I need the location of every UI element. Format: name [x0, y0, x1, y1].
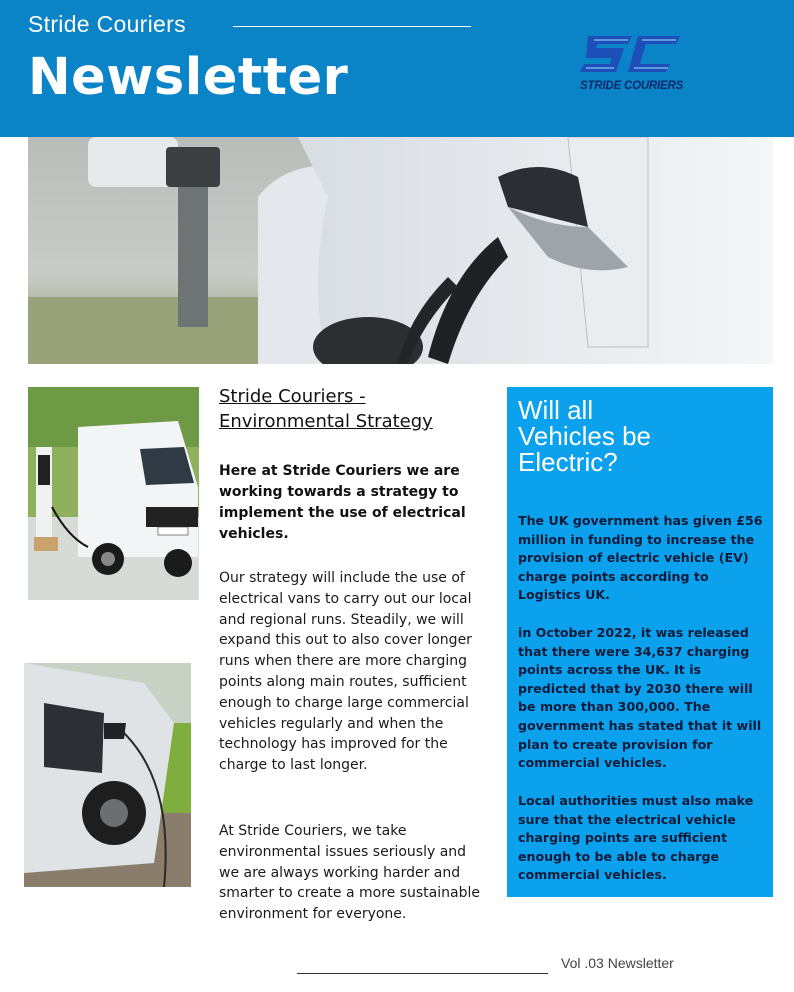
- sidebar-title: [518, 397, 768, 475]
- logo-text: STRIDE COURIERS: [580, 80, 684, 92]
- sidebar-paragraph-2: in October 2022, it was released that there were 34,637 charging points across the UK. It is predicted that by 2030 there will be more than 300,000. The government has stated that it will plan to create provision for commercial vehicles.: [518, 625, 762, 771]
- hero-image: [28, 137, 773, 364]
- logo-mark-icon: [580, 30, 682, 82]
- newsletter-title: Newsletter: [28, 48, 349, 107]
- article-lead: Here at Stride Couriers we are working towards a strategy to implement the use of electrical vehicles.: [219, 463, 466, 542]
- van-side-image: [24, 663, 191, 887]
- footer-divider: [297, 973, 548, 974]
- article-paragraph-1: Our strategy will include the use of electrical vans to carry out our local and regional runs. Steadily, we will expand this out to also cover longer runs when there are more charging points along main routes, sufficient enough to charge large commercial vehicles regularly and when the technology has improved for the charge to last longer.: [219, 570, 472, 774]
- van-image: [28, 387, 199, 600]
- sidebar-paragraph-1: The UK government has given £56 million in funding to increase the provision of electric vehicle (EV) charge points according to Logistics UK.: [518, 513, 763, 603]
- sidebar-title-line3: Electric?: [518, 447, 618, 477]
- footer-volume: Vol .03 Newsletter: [561, 955, 674, 971]
- van-side-photo-icon: [24, 663, 191, 887]
- electric-van-photo-icon: [28, 387, 199, 600]
- sidebar-paragraph-3: Local authorities must also make sure that the electrical vehicle charging points are sufficient enough to be able to charge commercial vehicles.: [518, 793, 754, 883]
- article-title: [219, 384, 489, 434]
- article-paragraph-2: At Stride Couriers, we take environmental issues seriously and we are always working harder and smarter to create a more sustainable environment for everyone.: [219, 823, 480, 923]
- sidebar-title-line2: Vehicles be: [518, 421, 651, 451]
- brand-name: Stride Couriers: [28, 11, 186, 37]
- ev-charging-photo-icon: [28, 137, 773, 364]
- article-title-line2: Environmental Strategy: [219, 411, 433, 432]
- article-title-line1: Stride Couriers -: [219, 386, 366, 407]
- sidebar-title-line1: Will all: [518, 395, 594, 425]
- header-banner: [0, 0, 794, 137]
- header-divider: [233, 26, 471, 27]
- stride-couriers-logo: [580, 30, 682, 98]
- sidebar-box: [507, 387, 773, 897]
